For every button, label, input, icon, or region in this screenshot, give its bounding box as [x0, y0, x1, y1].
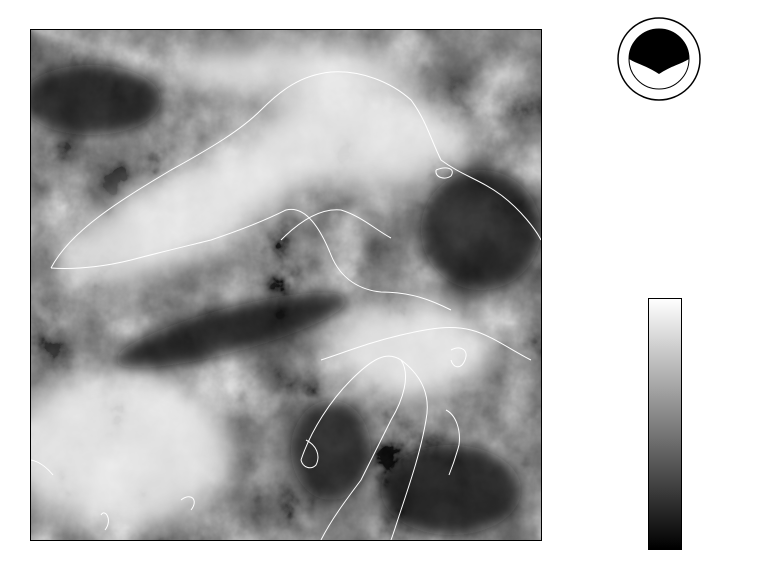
reflectance-colorbar: [648, 298, 682, 550]
latitude-row: [592, 243, 598, 254]
satellite-cloud-imagery: [31, 30, 541, 540]
longitude-row: [592, 259, 598, 270]
sensor-row: [592, 195, 598, 206]
datetime: [592, 163, 610, 174]
projection-row: [592, 211, 604, 222]
satellite-image: [30, 29, 542, 541]
satellite-row: [592, 179, 598, 190]
map-projection-row: [592, 227, 598, 238]
noaa-logo-icon: [616, 16, 702, 102]
